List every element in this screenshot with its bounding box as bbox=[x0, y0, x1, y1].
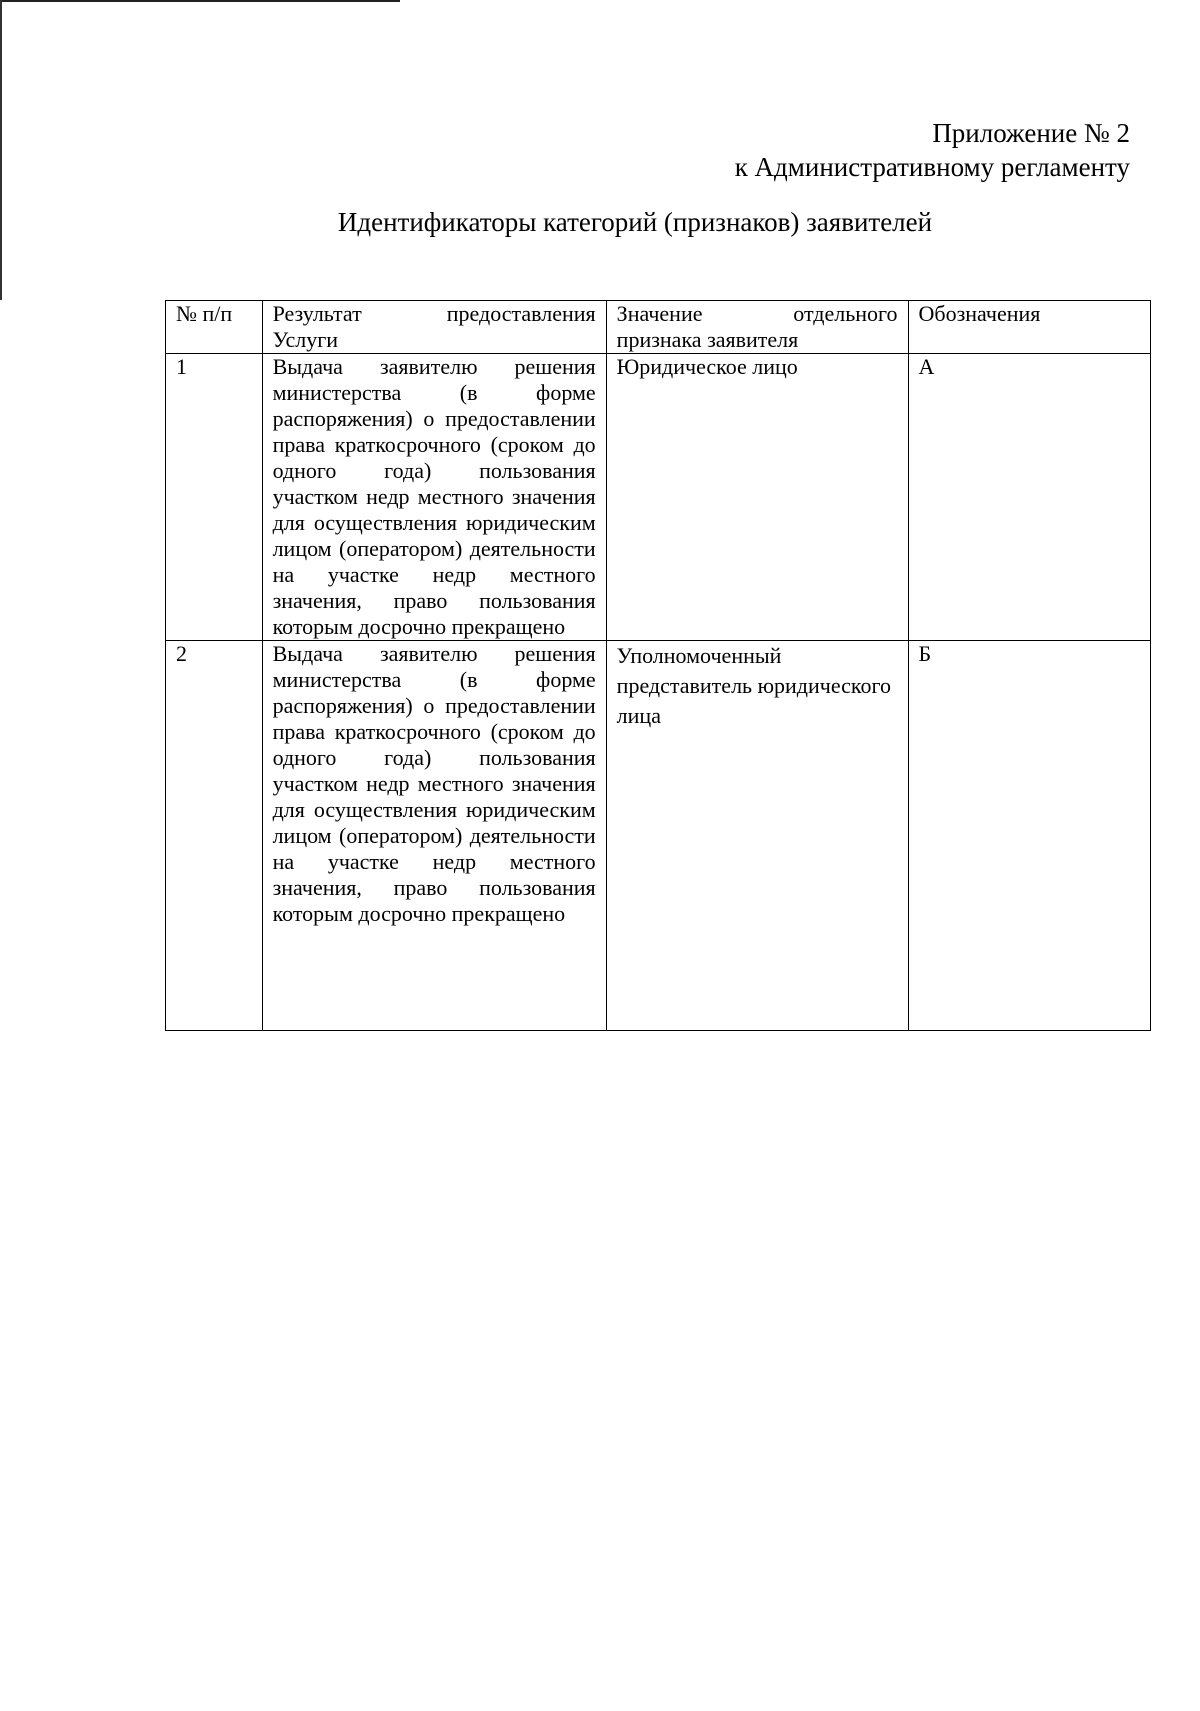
document-title: Идентификаторы категорий (признаков) заявителей bbox=[337, 207, 933, 237]
scan-edge-left bbox=[0, 0, 2, 300]
row-1-result: Выдача заявителю решения министерства (в форме распоряжения) о предоставлении права краткосрочного (сроком до одного года) пользования участком недр местного значения для осуществления юридическим лицом (оператором) деятельности на участке недр местного значения, право пользования которым досрочно прекращено bbox=[262, 354, 606, 641]
header-result-line-1: Результат предоставления bbox=[272, 301, 596, 326]
appendix-line-2: к Административному регламенту bbox=[734, 152, 1130, 182]
table-header-row bbox=[166, 301, 1151, 354]
identifiers-table bbox=[165, 300, 1151, 1031]
header-result-line-2: Услуги bbox=[272, 327, 339, 352]
row-1-value: Юридическое лицо bbox=[606, 354, 908, 641]
appendix-line-1: Приложение № 2 bbox=[932, 118, 1130, 148]
row-1-symbol: А bbox=[908, 354, 1151, 641]
row-2-symbol: Б bbox=[908, 641, 1151, 1031]
header-symbol: Обозначения bbox=[908, 301, 1151, 354]
header-value-line-2: признака заявителя bbox=[616, 327, 799, 352]
row-2-result: Выдача заявителю решения министерства (в форме распоряжения) о предоставлении права краткосрочного (сроком до одного года) пользования участком недр местного значения для осуществления юридическим лицом (оператором) деятельности на участке недр местного значения, право пользования которым досрочно прекращено bbox=[262, 641, 606, 1031]
header-value-line-1: Значение отдельного bbox=[616, 301, 898, 326]
header-result bbox=[262, 301, 606, 354]
table-row bbox=[166, 641, 1151, 1031]
row-2-value: Уполномоченный представитель юридического лица bbox=[606, 641, 908, 1031]
scan-edge-top bbox=[0, 0, 400, 2]
row-2-num: 2 bbox=[166, 641, 263, 1031]
row-1-num: 1 bbox=[166, 354, 263, 641]
table-row bbox=[166, 354, 1151, 641]
appendix-heading bbox=[735, 116, 1130, 184]
header-num: № п/п bbox=[166, 301, 263, 354]
header-value bbox=[606, 301, 908, 354]
